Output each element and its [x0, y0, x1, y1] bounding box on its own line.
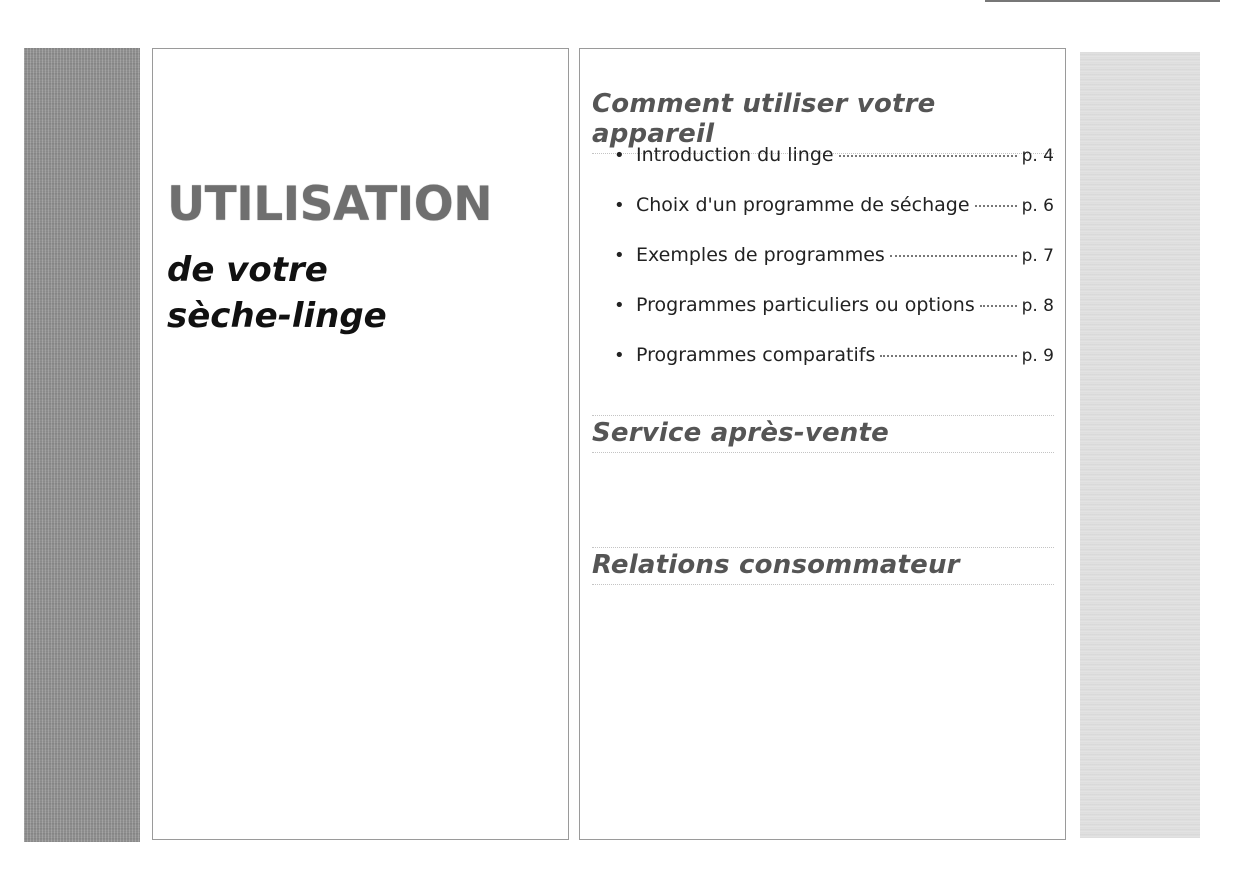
toc-item-label: Exemples de programmes: [636, 244, 885, 266]
toc-item-page: p. 9: [1021, 346, 1054, 366]
bullet-icon: •: [614, 345, 625, 366]
page-subtitle: [167, 247, 387, 339]
dot-leader: [980, 305, 1017, 307]
section-heading-consumer-relations: Relations consommateur: [592, 548, 1054, 585]
right-grey-band: [1080, 52, 1200, 838]
toc-item: [614, 194, 1054, 244]
top-rule: [985, 0, 1220, 2]
toc-item-page: p. 6: [1021, 196, 1054, 216]
section-consumer-relations: [592, 547, 1054, 585]
bullet-icon: •: [614, 245, 625, 266]
toc-item-label: Choix d'un programme de séchage: [636, 194, 970, 216]
toc-item-page: p. 4: [1021, 146, 1054, 166]
left-grey-band: [24, 48, 140, 842]
title-panel: [152, 48, 569, 840]
toc-item-label: Introduction du linge: [636, 144, 834, 166]
toc-item: [614, 294, 1054, 344]
bullet-icon: •: [614, 195, 625, 216]
toc-item: [614, 344, 1054, 394]
subtitle-line-2: sèche-linge: [167, 296, 387, 336]
bullet-icon: •: [614, 145, 625, 166]
section-heading-usage: Comment utiliser votre appareil: [592, 87, 1054, 154]
toc-item-page: p. 8: [1021, 296, 1054, 316]
dot-leader: [839, 155, 1017, 157]
contents-panel: [579, 48, 1066, 840]
toc-item-page: p. 7: [1021, 246, 1054, 266]
section-after-sales: [592, 415, 1054, 453]
toc-item-label: Programmes comparatifs: [636, 344, 876, 366]
table-of-contents: [614, 144, 1054, 394]
toc-item: [614, 144, 1054, 194]
dot-leader: [975, 205, 1017, 207]
subtitle-line-1: de votre: [167, 250, 328, 290]
bullet-icon: •: [614, 295, 625, 316]
dot-leader: [890, 255, 1017, 257]
toc-item-label: Programmes particuliers ou options: [636, 294, 975, 316]
page-title: UTILISATION: [167, 177, 493, 232]
section-heading-after-sales: Service après-vente: [592, 416, 1054, 453]
dot-leader: [880, 355, 1016, 357]
toc-item: [614, 244, 1054, 294]
